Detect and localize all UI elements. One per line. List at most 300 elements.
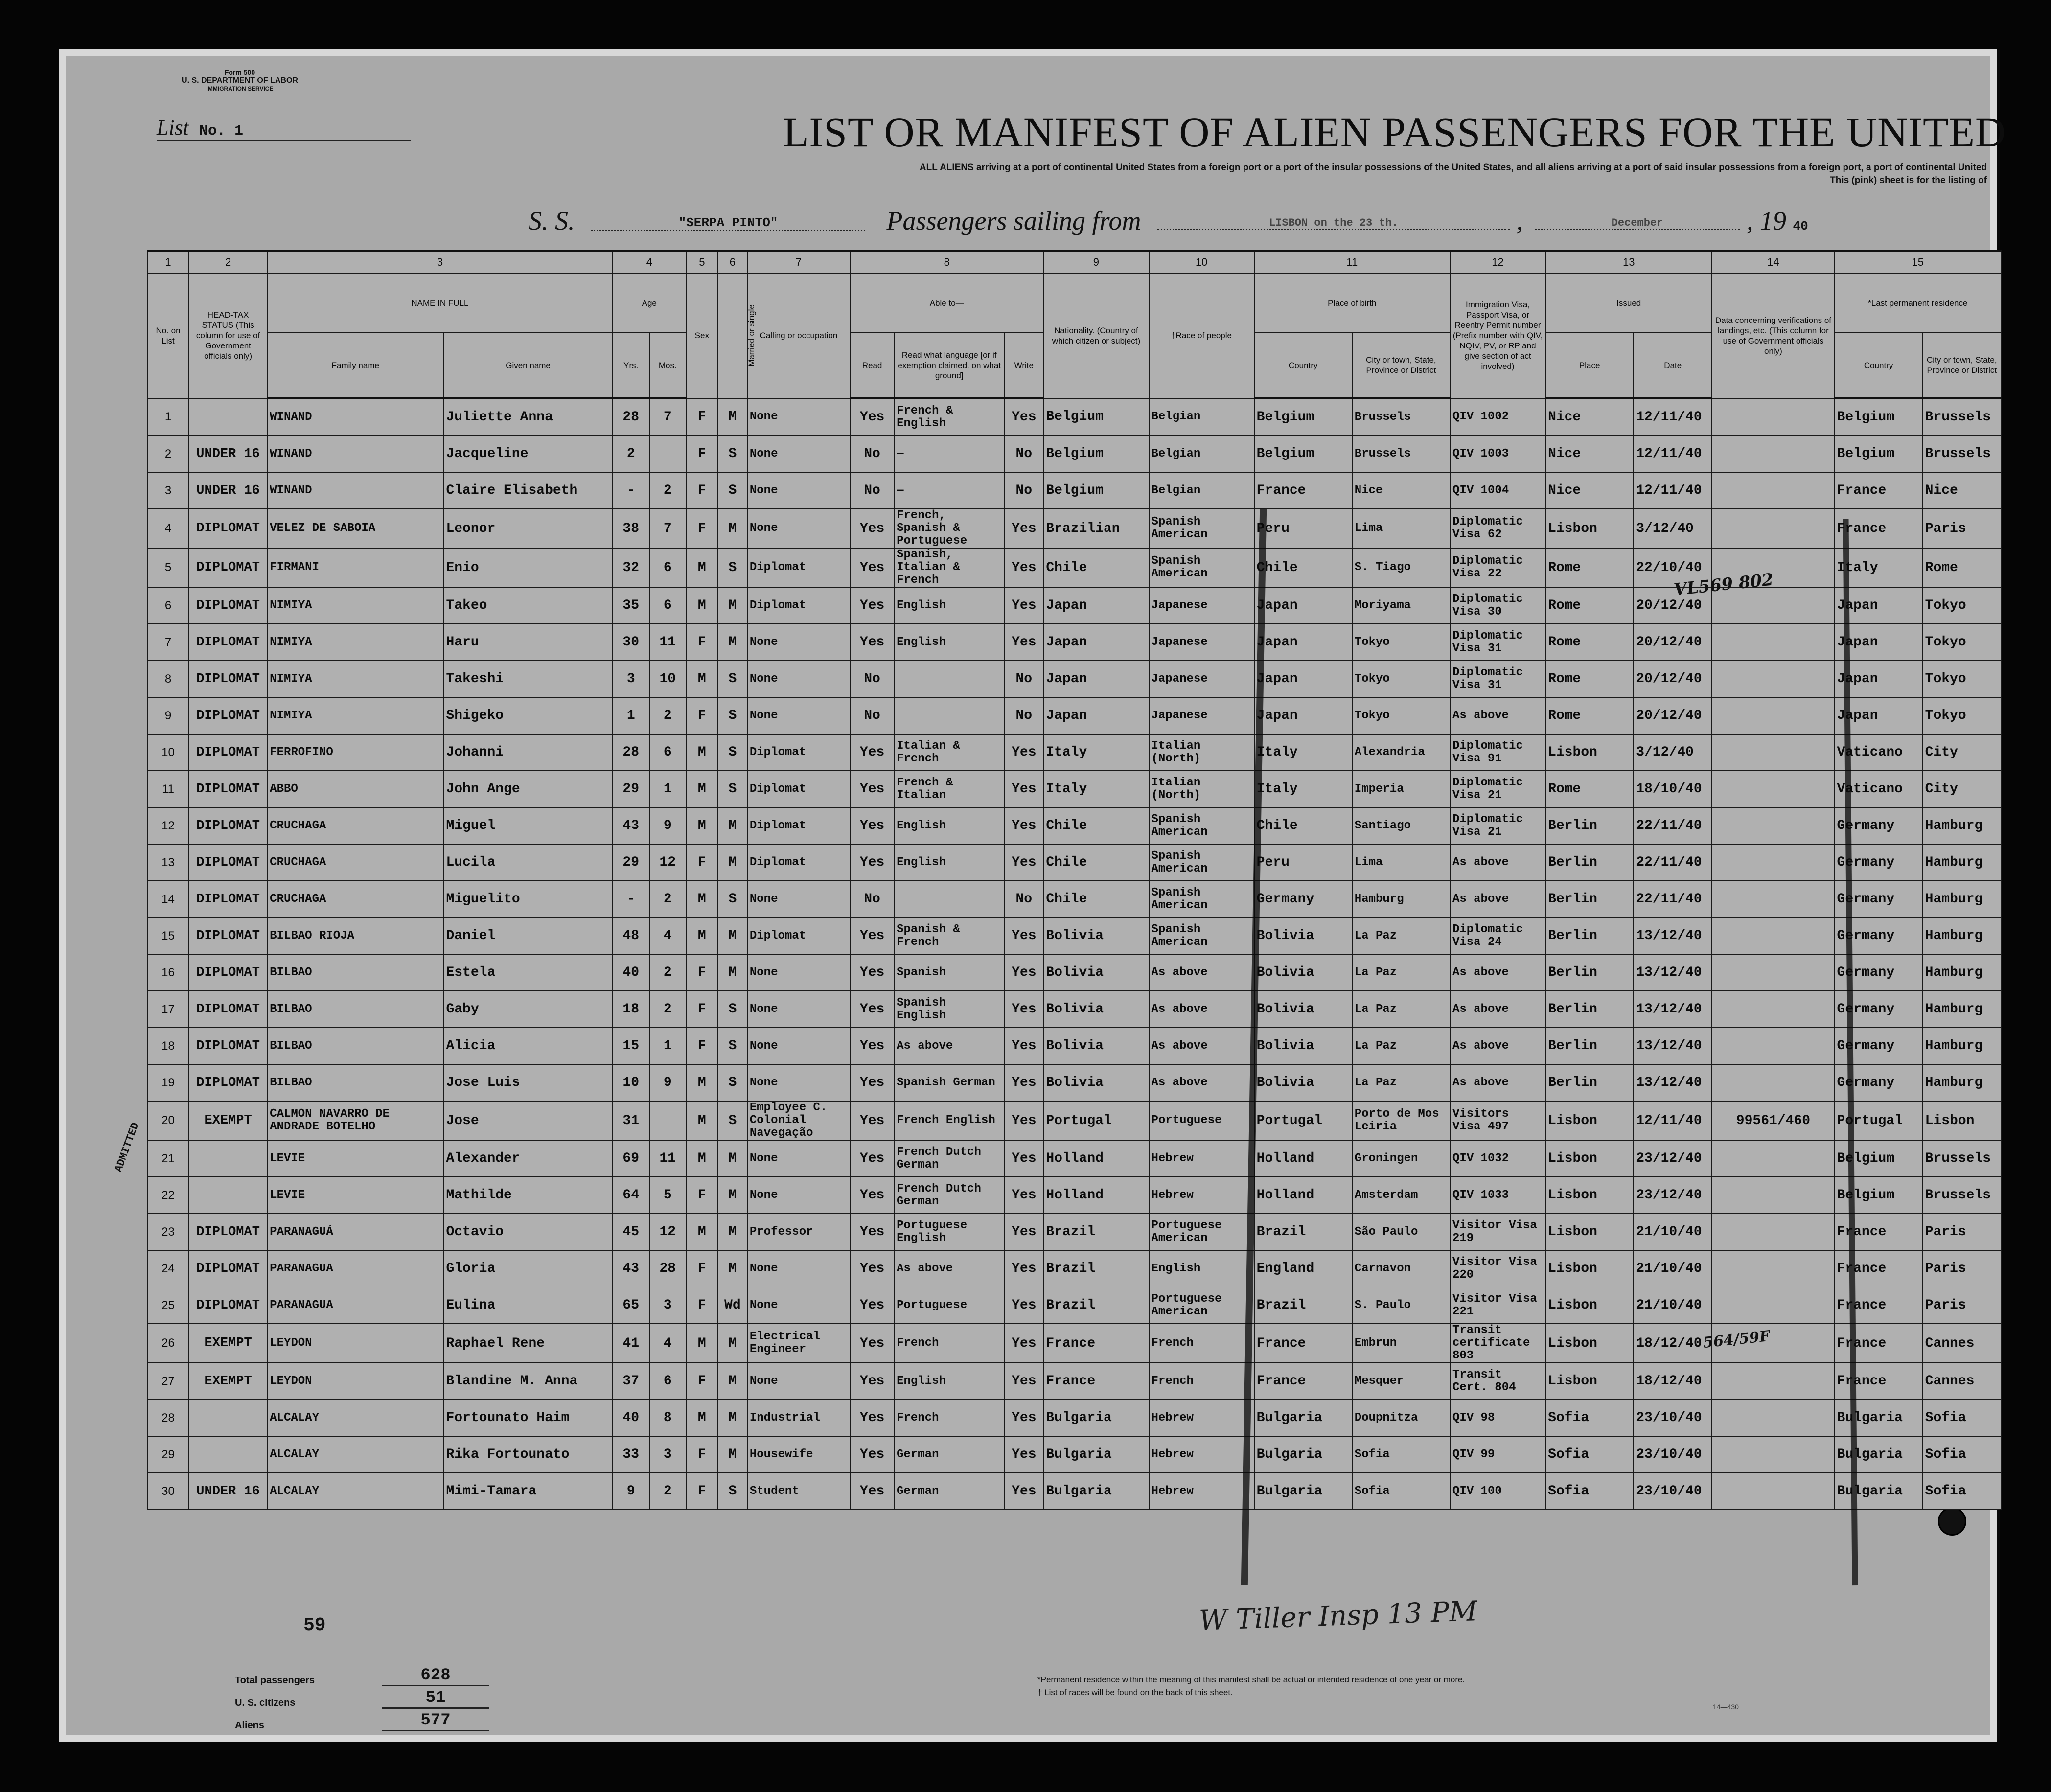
passenger-row bbox=[147, 548, 2001, 587]
nationality: Bulgaria bbox=[1043, 1400, 1149, 1436]
passenger-number: 13 bbox=[147, 844, 189, 881]
read-language: English bbox=[894, 624, 1004, 661]
can-write: No bbox=[1004, 436, 1043, 472]
issued-date: 21/10/40 bbox=[1634, 1250, 1712, 1287]
can-read: Yes bbox=[850, 771, 894, 807]
head-tax-status: DIPLOMAT bbox=[189, 918, 267, 954]
residence-country: Germany bbox=[1835, 991, 1923, 1028]
can-read: Yes bbox=[850, 1028, 894, 1064]
residence-city: Brussels bbox=[1923, 436, 2001, 472]
visa-number: QIV 100 bbox=[1450, 1473, 1545, 1510]
issued-place: Berlin bbox=[1545, 918, 1634, 954]
issued-place: Nice bbox=[1545, 398, 1634, 436]
birth-city: La Paz bbox=[1352, 991, 1450, 1028]
residence-country: Japan bbox=[1835, 587, 1923, 624]
manifest-body bbox=[147, 398, 2001, 1510]
header-family-name: Family name bbox=[267, 333, 443, 398]
header-residence-country: Country bbox=[1835, 333, 1923, 398]
head-tax-status: DIPLOMAT bbox=[189, 771, 267, 807]
landing-data bbox=[1712, 661, 1834, 697]
race: Japanese bbox=[1149, 661, 1254, 697]
can-read: Yes bbox=[850, 1140, 894, 1177]
given-name: Shigeko bbox=[443, 697, 612, 734]
birth-city: La Paz bbox=[1352, 1028, 1450, 1064]
marital-status: M bbox=[718, 509, 747, 548]
header-issued-date: Date bbox=[1634, 333, 1712, 398]
passenger-number: 12 bbox=[147, 807, 189, 844]
issued-date: 13/12/40 bbox=[1634, 1028, 1712, 1064]
age-years: 9 bbox=[613, 1473, 649, 1510]
age-months: 6 bbox=[649, 734, 686, 771]
passenger-row bbox=[147, 844, 2001, 881]
given-name: Octavio bbox=[443, 1214, 612, 1250]
head-tax-status: DIPLOMAT bbox=[189, 1064, 267, 1101]
landing-data bbox=[1712, 398, 1834, 436]
issued-place: Sofia bbox=[1545, 1400, 1634, 1436]
can-read: Yes bbox=[850, 1064, 894, 1101]
residence-country: Germany bbox=[1835, 1028, 1923, 1064]
age-months: 1 bbox=[649, 1028, 686, 1064]
read-language: French Dutch German bbox=[894, 1140, 1004, 1177]
given-name: Jose Luis bbox=[443, 1064, 612, 1101]
residence-city: Hamburg bbox=[1923, 1064, 2001, 1101]
age-years: 69 bbox=[613, 1140, 649, 1177]
sex: M bbox=[686, 1101, 718, 1140]
read-language: French bbox=[894, 1400, 1004, 1436]
landing-data bbox=[1712, 1473, 1834, 1510]
head-tax-status: DIPLOMAT bbox=[189, 624, 267, 661]
family-name: NIMIYA bbox=[267, 697, 443, 734]
age-years: 28 bbox=[613, 734, 649, 771]
notice-line-2: This (pink) sheet is for the listing of bbox=[1830, 175, 1987, 185]
column-number: 6 bbox=[718, 251, 747, 274]
occupation: Professor bbox=[747, 1214, 850, 1250]
passenger-number: 3 bbox=[147, 472, 189, 509]
issued-place: Berlin bbox=[1545, 807, 1634, 844]
race: Japanese bbox=[1149, 587, 1254, 624]
race: Spanish American bbox=[1149, 881, 1254, 918]
family-name: ALCALAY bbox=[267, 1400, 443, 1436]
age-years: 18 bbox=[613, 991, 649, 1028]
residence-city: Nice bbox=[1923, 472, 2001, 509]
manifest-sheet bbox=[59, 49, 2006, 1742]
given-name: Miguel bbox=[443, 807, 612, 844]
visa-number: Diplomatic Visa 62 bbox=[1450, 509, 1545, 548]
can-write: Yes bbox=[1004, 1177, 1043, 1214]
sex: M bbox=[686, 881, 718, 918]
age-months: 4 bbox=[649, 918, 686, 954]
nationality: Belgium bbox=[1043, 398, 1149, 436]
head-tax-status: DIPLOMAT bbox=[189, 1214, 267, 1250]
head-tax-status: DIPLOMAT bbox=[189, 697, 267, 734]
birth-city: Tokyo bbox=[1352, 661, 1450, 697]
family-name: ALCALAY bbox=[267, 1436, 443, 1473]
head-tax-status: DIPLOMAT bbox=[189, 1028, 267, 1064]
family-name: CRUCHAGA bbox=[267, 881, 443, 918]
read-language: English bbox=[894, 587, 1004, 624]
can-read: No bbox=[850, 881, 894, 918]
passenger-row bbox=[147, 1436, 2001, 1473]
age-months: 3 bbox=[649, 1287, 686, 1324]
read-language: German bbox=[894, 1436, 1004, 1473]
nationality: Belgium bbox=[1043, 472, 1149, 509]
header-name-in-full: NAME IN FULL bbox=[267, 273, 613, 333]
marital-status: M bbox=[718, 1177, 747, 1214]
given-name: Eulina bbox=[443, 1287, 612, 1324]
race: French bbox=[1149, 1324, 1254, 1363]
read-language: French, Spanish & Portuguese bbox=[894, 509, 1004, 548]
issued-place: Berlin bbox=[1545, 954, 1634, 991]
head-tax-status: DIPLOMAT bbox=[189, 807, 267, 844]
issued-place: Nice bbox=[1545, 436, 1634, 472]
read-language bbox=[894, 661, 1004, 697]
nationality: Chile bbox=[1043, 807, 1149, 844]
birth-country: Germany bbox=[1254, 881, 1352, 918]
head-tax-status: UNDER 16 bbox=[189, 436, 267, 472]
manifest-table-wrap bbox=[147, 250, 2002, 1510]
issued-date: 22/11/40 bbox=[1634, 881, 1712, 918]
passenger-number: 29 bbox=[147, 1436, 189, 1473]
passenger-row bbox=[147, 1140, 2001, 1177]
landing-data bbox=[1712, 1400, 1834, 1436]
nationality: Bolivia bbox=[1043, 918, 1149, 954]
residence-city: Hamburg bbox=[1923, 881, 2001, 918]
read-language: — bbox=[894, 436, 1004, 472]
passenger-number: 21 bbox=[147, 1140, 189, 1177]
year-prefix: 19 bbox=[1760, 206, 1787, 235]
passenger-row bbox=[147, 1287, 2001, 1324]
given-name: Estela bbox=[443, 954, 612, 991]
birth-city: Mesquer bbox=[1352, 1363, 1450, 1400]
visa-number: Transit certificate 803 bbox=[1450, 1324, 1545, 1363]
given-name: Juliette Anna bbox=[443, 398, 612, 436]
punch-hole bbox=[1938, 1507, 1966, 1536]
family-name: CALMON NAVARRO DE ANDRADE BOTELHO bbox=[267, 1101, 443, 1140]
race: Hebrew bbox=[1149, 1400, 1254, 1436]
age-months: 2 bbox=[649, 1473, 686, 1510]
issued-date: 13/12/40 bbox=[1634, 991, 1712, 1028]
visa-number: As above bbox=[1450, 697, 1545, 734]
birth-city: Doupnitza bbox=[1352, 1400, 1450, 1436]
residence-city: Rome bbox=[1923, 548, 2001, 587]
birth-city: Hamburg bbox=[1352, 881, 1450, 918]
can-read: No bbox=[850, 436, 894, 472]
occupation: Housewife bbox=[747, 1436, 850, 1473]
header-given-name: Given name bbox=[443, 333, 612, 398]
occupation: Student bbox=[747, 1473, 850, 1510]
nationality: Bolivia bbox=[1043, 1028, 1149, 1064]
ship-name: "SERPA PINTO" bbox=[591, 215, 865, 231]
aliens-row bbox=[235, 1709, 568, 1731]
residence-city: Sofia bbox=[1923, 1473, 2001, 1510]
sex: M bbox=[686, 1140, 718, 1177]
can-read: Yes bbox=[850, 954, 894, 991]
read-language bbox=[894, 697, 1004, 734]
occupation: Employee C. Colonial Navegação bbox=[747, 1101, 850, 1140]
marital-status: S bbox=[718, 472, 747, 509]
passenger-number: 26 bbox=[147, 1324, 189, 1363]
birth-city: S. Tiago bbox=[1352, 548, 1450, 587]
read-language: Spanish & French bbox=[894, 918, 1004, 954]
passenger-row bbox=[147, 436, 2001, 472]
family-name: CRUCHAGA bbox=[267, 844, 443, 881]
birth-country: Japan bbox=[1254, 624, 1352, 661]
read-language: French bbox=[894, 1324, 1004, 1363]
marital-status: M bbox=[718, 1436, 747, 1473]
read-language: French English bbox=[894, 1101, 1004, 1140]
residence-city: Paris bbox=[1923, 509, 2001, 548]
issued-place: Lisbon bbox=[1545, 1101, 1634, 1140]
residence-country: Belgium bbox=[1835, 436, 1923, 472]
marital-status: M bbox=[718, 1324, 747, 1363]
marital-status: S bbox=[718, 697, 747, 734]
family-name: LEYDON bbox=[267, 1363, 443, 1400]
column-number: 12 bbox=[1450, 251, 1545, 274]
issued-date: 21/10/40 bbox=[1634, 1287, 1712, 1324]
age-years: 3 bbox=[613, 661, 649, 697]
sex: F bbox=[686, 624, 718, 661]
marital-status: S bbox=[718, 1028, 747, 1064]
passenger-number: 25 bbox=[147, 1287, 189, 1324]
can-write: Yes bbox=[1004, 587, 1043, 624]
passenger-number: 8 bbox=[147, 661, 189, 697]
given-name: Lucila bbox=[443, 844, 612, 881]
sex: F bbox=[686, 472, 718, 509]
birth-country: Bolivia bbox=[1254, 1028, 1352, 1064]
sex: F bbox=[686, 1436, 718, 1473]
passenger-row bbox=[147, 1101, 2001, 1140]
birth-country: Japan bbox=[1254, 587, 1352, 624]
family-name: WINAND bbox=[267, 398, 443, 436]
age-months: 2 bbox=[649, 881, 686, 918]
given-name: Jose bbox=[443, 1101, 612, 1140]
given-name: Gaby bbox=[443, 991, 612, 1028]
issued-place: Lisbon bbox=[1545, 1250, 1634, 1287]
header-married bbox=[718, 273, 756, 398]
passenger-row bbox=[147, 991, 2001, 1028]
sex: F bbox=[686, 844, 718, 881]
visa-number: QIV 1033 bbox=[1450, 1177, 1545, 1214]
header-mos: Mos. bbox=[649, 333, 686, 398]
sex: M bbox=[686, 661, 718, 697]
residence-country: Vaticano bbox=[1835, 771, 1923, 807]
marital-status: S bbox=[718, 734, 747, 771]
birth-city: La Paz bbox=[1352, 1064, 1450, 1101]
landing-data bbox=[1712, 548, 1834, 587]
birth-city: La Paz bbox=[1352, 918, 1450, 954]
read-language: German bbox=[894, 1473, 1004, 1510]
passenger-row bbox=[147, 1324, 2001, 1363]
age-months: 7 bbox=[649, 509, 686, 548]
visa-number: As above bbox=[1450, 844, 1545, 881]
birth-city: Santiago bbox=[1352, 807, 1450, 844]
sex: F bbox=[686, 436, 718, 472]
issued-place: Lisbon bbox=[1545, 1287, 1634, 1324]
birth-country: Bolivia bbox=[1254, 1064, 1352, 1101]
marital-status: M bbox=[718, 1214, 747, 1250]
given-name: Miguelito bbox=[443, 881, 612, 918]
birth-city: Brussels bbox=[1352, 398, 1450, 436]
can-write: Yes bbox=[1004, 1101, 1043, 1140]
passenger-row bbox=[147, 1064, 2001, 1101]
issued-date: 23/10/40 bbox=[1634, 1400, 1712, 1436]
column-number: 14 bbox=[1712, 251, 1834, 274]
marital-status: M bbox=[718, 844, 747, 881]
marital-status: S bbox=[718, 771, 747, 807]
visa-number: QIV 99 bbox=[1450, 1436, 1545, 1473]
occupation: Industrial bbox=[747, 1400, 850, 1436]
age-months: 12 bbox=[649, 1214, 686, 1250]
residence-country: Bulgaria bbox=[1835, 1436, 1923, 1473]
can-write: Yes bbox=[1004, 1400, 1043, 1436]
header-birth-country: Country bbox=[1254, 333, 1352, 398]
head-tax-status bbox=[189, 398, 267, 436]
birth-city: La Paz bbox=[1352, 954, 1450, 991]
family-name: BILBAO bbox=[267, 954, 443, 991]
sailing-line bbox=[529, 206, 1987, 240]
passenger-row bbox=[147, 661, 2001, 697]
head-tax-status: DIPLOMAT bbox=[189, 661, 267, 697]
age-years: 2 bbox=[613, 436, 649, 472]
head-tax-status: DIPLOMAT bbox=[189, 548, 267, 587]
issued-place: Rome bbox=[1545, 697, 1634, 734]
marital-status: S bbox=[718, 881, 747, 918]
sailing-label: Passengers sailing from bbox=[886, 206, 1141, 235]
race: Belgian bbox=[1149, 436, 1254, 472]
sex: F bbox=[686, 1250, 718, 1287]
birth-country: Italy bbox=[1254, 734, 1352, 771]
landing-data bbox=[1712, 844, 1834, 881]
race: Belgian bbox=[1149, 472, 1254, 509]
read-language: As above bbox=[894, 1028, 1004, 1064]
passenger-number: 14 bbox=[147, 881, 189, 918]
residence-city: Paris bbox=[1923, 1287, 2001, 1324]
family-name: PARANAGUÁ bbox=[267, 1214, 443, 1250]
sex: M bbox=[686, 587, 718, 624]
age-months: 28 bbox=[649, 1250, 686, 1287]
read-language: Portuguese English bbox=[894, 1214, 1004, 1250]
read-language: Spanish, Italian & French bbox=[894, 548, 1004, 587]
birth-city: Porto de Mos Leiria bbox=[1352, 1101, 1450, 1140]
marital-status: Wd bbox=[718, 1287, 747, 1324]
residence-country: France bbox=[1835, 1324, 1923, 1363]
occupation: Diplomat bbox=[747, 807, 850, 844]
nationality: Italy bbox=[1043, 771, 1149, 807]
year-suffix: 40 bbox=[1793, 219, 1808, 233]
issued-date: 12/11/40 bbox=[1634, 472, 1712, 509]
passenger-row bbox=[147, 1400, 2001, 1436]
given-name: Blandine M. Anna bbox=[443, 1363, 612, 1400]
can-write: No bbox=[1004, 472, 1043, 509]
occupation: Diplomat bbox=[747, 771, 850, 807]
landing-data: 99561/460 bbox=[1712, 1101, 1834, 1140]
residence-country: France bbox=[1835, 1287, 1923, 1324]
age-years: 38 bbox=[613, 509, 649, 548]
age-months: 6 bbox=[649, 1363, 686, 1400]
age-years: 40 bbox=[613, 1400, 649, 1436]
read-language: Spanish bbox=[894, 954, 1004, 991]
list-label: List bbox=[157, 115, 189, 139]
residence-country: France bbox=[1835, 1363, 1923, 1400]
passenger-row bbox=[147, 624, 2001, 661]
passenger-row bbox=[147, 807, 2001, 844]
can-write: Yes bbox=[1004, 918, 1043, 954]
notice-line-1: ALL ALIENS arriving at a port of continental United States from a foreign port or a port of the insular possessions of the United States, and all aliens arriving at a port of said insular possessions from a foreign port, a port of continental United bbox=[919, 162, 1987, 173]
age-years: 41 bbox=[613, 1324, 649, 1363]
birth-country: Chile bbox=[1254, 807, 1352, 844]
age-years: 43 bbox=[613, 1250, 649, 1287]
given-name: Enio bbox=[443, 548, 612, 587]
sex: F bbox=[686, 954, 718, 991]
residence-country: Japan bbox=[1835, 624, 1923, 661]
passenger-number: 1 bbox=[147, 398, 189, 436]
age-months: 4 bbox=[649, 1324, 686, 1363]
read-language: — bbox=[894, 472, 1004, 509]
residence-country: Germany bbox=[1835, 807, 1923, 844]
department: U. S. DEPARTMENT OF LABOR bbox=[182, 76, 298, 85]
head-tax-status: DIPLOMAT bbox=[189, 991, 267, 1028]
residence-country: Belgium bbox=[1835, 1177, 1923, 1214]
sex: F bbox=[686, 1473, 718, 1510]
aliens-label: Aliens bbox=[235, 1720, 265, 1731]
passenger-number: 23 bbox=[147, 1214, 189, 1250]
visa-number: Visitor Visa 220 bbox=[1450, 1250, 1545, 1287]
race: Spanish American bbox=[1149, 844, 1254, 881]
given-name: Jacqueline bbox=[443, 436, 612, 472]
sex: M bbox=[686, 1214, 718, 1250]
race: Italian (North) bbox=[1149, 771, 1254, 807]
total-passengers-value: 628 bbox=[382, 1666, 489, 1686]
header-issued-place: Place bbox=[1545, 333, 1634, 398]
race: Hebrew bbox=[1149, 1436, 1254, 1473]
occupation: None bbox=[747, 398, 850, 436]
landing-data bbox=[1712, 624, 1834, 661]
age-years: 31 bbox=[613, 1101, 649, 1140]
family-name: VELEZ DE SABOIA bbox=[267, 509, 443, 548]
residence-city: Brussels bbox=[1923, 398, 2001, 436]
age-years: 30 bbox=[613, 624, 649, 661]
issued-date: 12/11/40 bbox=[1634, 436, 1712, 472]
nationality: Brazilian bbox=[1043, 509, 1149, 548]
us-citizens-row bbox=[235, 1686, 568, 1709]
passenger-row bbox=[147, 472, 2001, 509]
occupation: None bbox=[747, 954, 850, 991]
birth-country: Brazil bbox=[1254, 1214, 1352, 1250]
family-name: BILBAO bbox=[267, 991, 443, 1028]
residence-country: Bulgaria bbox=[1835, 1473, 1923, 1510]
occupation: Diplomat bbox=[747, 844, 850, 881]
nationality: Bolivia bbox=[1043, 954, 1149, 991]
nationality: Japan bbox=[1043, 661, 1149, 697]
issued-place: Sofia bbox=[1545, 1436, 1634, 1473]
issued-date: 22/11/40 bbox=[1634, 807, 1712, 844]
issued-place: Nice bbox=[1545, 472, 1634, 509]
form-code: 14—430 bbox=[1713, 1703, 1739, 1711]
residence-city: Brussels bbox=[1923, 1140, 2001, 1177]
birth-country: Japan bbox=[1254, 661, 1352, 697]
issued-date: 13/12/40 bbox=[1634, 1064, 1712, 1101]
nationality: Bulgaria bbox=[1043, 1436, 1149, 1473]
landing-data bbox=[1712, 472, 1834, 509]
can-write: Yes bbox=[1004, 1473, 1043, 1510]
occupation: None bbox=[747, 991, 850, 1028]
nationality: Brazil bbox=[1043, 1250, 1149, 1287]
birth-country: Portugal bbox=[1254, 1101, 1352, 1140]
age-years: 65 bbox=[613, 1287, 649, 1324]
marital-status: M bbox=[718, 1250, 747, 1287]
issued-place: Lisbon bbox=[1545, 1363, 1634, 1400]
age-months: 12 bbox=[649, 844, 686, 881]
